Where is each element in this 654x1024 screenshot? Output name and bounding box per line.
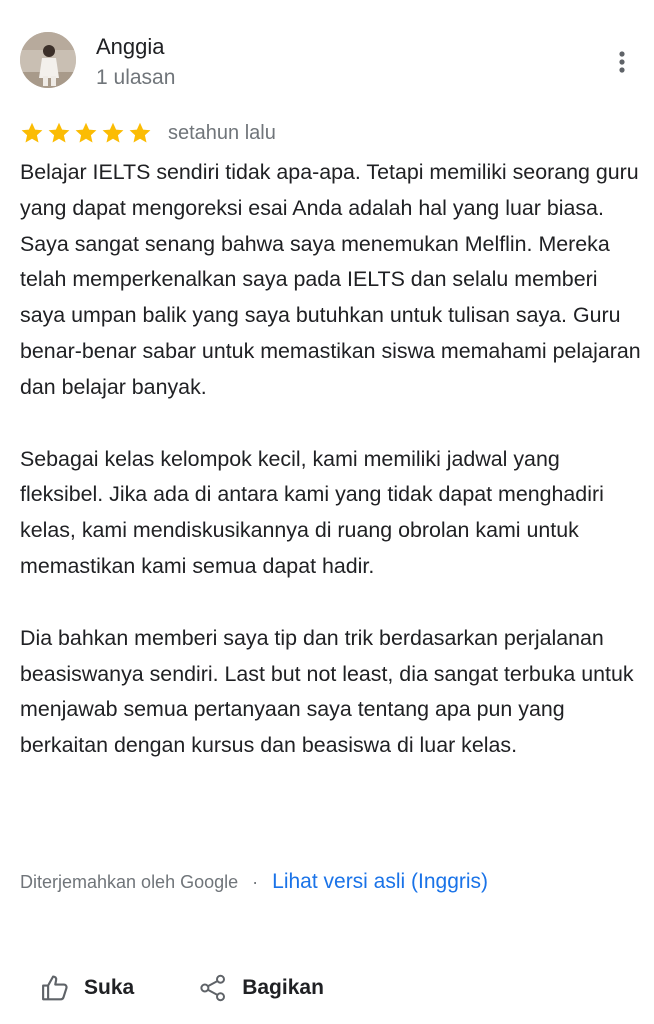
share-icon bbox=[198, 973, 228, 1003]
share-label: Bagikan bbox=[242, 976, 324, 999]
more-options-button[interactable] bbox=[606, 46, 638, 78]
more-vert-icon bbox=[618, 50, 626, 74]
translation-row bbox=[20, 866, 488, 898]
review-paragraph: Sebagai kelas kelompok kecil, kami memiliki jadwal yang fleksibel. Jika ada di antara kami yang tidak dapat menghadiri kelas, kami mendiskusikannya di ruang obrolan kami untuk memastikan kami semua dapat hadir. bbox=[20, 446, 604, 578]
thumb-up-icon bbox=[40, 973, 70, 1003]
star-icon bbox=[74, 121, 98, 145]
review-text bbox=[20, 155, 644, 764]
review-date: setahun lalu bbox=[168, 121, 276, 144]
review-paragraph: Belajar IELTS sendiri tidak apa-apa. Tetapi memiliki seorang guru yang dapat mengoreksi esai Anda adalah hal yang luar biasa. Saya sangat senang bahwa saya menemukan Melflin. Mereka telah memperkenalkan saya pada IELTS dan selalu memberi saya umpan balik yang saya butuhkan untuk tulisan saya. Guru benar-benar sabar untuk memastikan siswa memahami pelajaran dan belajar banyak. bbox=[20, 160, 641, 399]
separator-dot: · bbox=[252, 871, 259, 892]
star-icon bbox=[20, 121, 44, 145]
star-icon bbox=[128, 121, 152, 145]
star-icon bbox=[47, 121, 71, 145]
like-button[interactable] bbox=[40, 973, 134, 1003]
star-rating bbox=[20, 121, 152, 145]
author-name[interactable]: Anggia bbox=[96, 34, 165, 59]
like-label: Suka bbox=[84, 976, 135, 999]
review-actions bbox=[40, 968, 324, 1008]
avatar-photo bbox=[20, 32, 76, 88]
see-original-link[interactable]: Lihat versi asli (Inggris) bbox=[272, 870, 489, 893]
author-review-count[interactable]: 1 ulasan bbox=[96, 66, 176, 89]
rating-row bbox=[20, 118, 276, 148]
author-avatar[interactable] bbox=[20, 32, 76, 88]
star-icon bbox=[101, 121, 125, 145]
review-paragraph: Dia bahkan memberi saya tip dan trik berdasarkan perjalanan beasiswanya sendiri. Last but not least, dia sangat terbuka untuk menjawab semua pertanyaan saya tentang apa pun yang berkaitan dengan kursus dan beasiswa di luar kelas. bbox=[20, 625, 634, 758]
share-button[interactable] bbox=[198, 973, 324, 1003]
translated-by-note: Diterjemahkan oleh Google bbox=[20, 871, 239, 892]
